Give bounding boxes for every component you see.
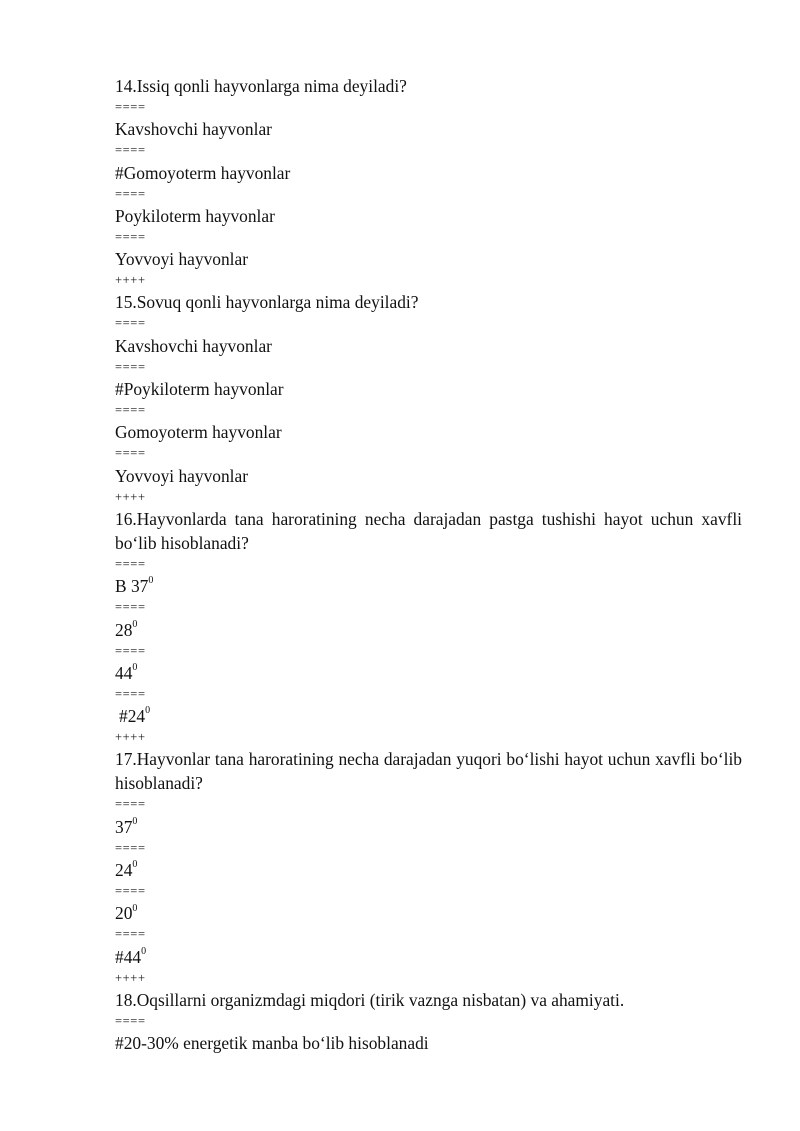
- answer-text: #44: [115, 946, 142, 967]
- answer-text: #24: [119, 706, 146, 727]
- question-16: 16.Hayvonlarda tana haroratining necha darajadan pastga tushishi hayot uchun xavfli bo‘lib hisoblanadi?: [115, 508, 742, 553]
- answer-option: Gomoyoterm hayvonlar: [115, 422, 282, 443]
- option-separator: ====: [115, 100, 146, 114]
- answer-option-correct: #Gomoyoterm hayvonlar: [115, 162, 291, 183]
- answer-option: [115, 815, 742, 839]
- option-separator: ====: [115, 359, 146, 374]
- answer-option: [115, 574, 742, 598]
- answer-text: 37: [115, 816, 133, 837]
- option-separator: ====: [115, 686, 146, 701]
- answer-text: 28: [115, 619, 133, 640]
- answer-option: [115, 661, 742, 685]
- answer-option-correct: [115, 945, 742, 969]
- answer-text: 44: [115, 662, 133, 683]
- degree-superscript: 0: [141, 945, 147, 957]
- option-separator: ====: [115, 446, 146, 461]
- degree-superscript: 0: [148, 575, 154, 587]
- answer-option: [115, 858, 742, 882]
- option-separator: ====: [115, 600, 146, 615]
- option-separator: ====: [115, 927, 146, 942]
- answer-option: Kavshovchi hayvonlar: [115, 335, 272, 356]
- degree-superscript: 0: [132, 662, 138, 674]
- answer-text: B 37: [115, 576, 149, 597]
- answer-option-correct: #20-30% energetik manba bo‘lib hisoblanadi: [115, 1033, 429, 1054]
- degree-superscript: 0: [132, 902, 138, 914]
- option-separator: ====: [115, 1013, 146, 1028]
- option-separator: ====: [115, 186, 146, 201]
- answer-option: Poykiloterm hayvonlar: [115, 205, 275, 226]
- option-separator: ====: [115, 797, 146, 812]
- option-separator: ====: [115, 884, 146, 899]
- option-separator: ====: [115, 643, 146, 658]
- answer-option: Kavshovchi hayvonlar: [115, 119, 272, 140]
- degree-superscript: 0: [145, 705, 151, 717]
- block-end-separator: ++++: [115, 730, 146, 745]
- answer-text: 24: [115, 860, 133, 881]
- answer-option: Yovvoyi hayvonlar: [115, 249, 249, 270]
- question-15: 15.Sovuq qonli hayvonlarga nima deyiladi?: [115, 292, 419, 313]
- option-separator: ====: [115, 840, 146, 855]
- answer-option: [115, 901, 742, 925]
- degree-superscript: 0: [132, 859, 138, 871]
- question-18: 18.Oqsillarni organizmdagi miqdori (tirik vaznga nisbatan) va ahamiyati.: [115, 989, 625, 1010]
- answer-option-correct: [115, 704, 742, 728]
- question-17: 17.Hayvonlar tana haroratining necha darajadan yuqori bo‘lishi hayot uchun xavfli bo‘lib hisoblanadi?: [115, 749, 742, 794]
- degree-superscript: 0: [132, 815, 138, 827]
- block-end-separator: ++++: [115, 273, 146, 288]
- answer-option-correct: #Poykiloterm hayvonlar: [115, 379, 284, 400]
- option-separator: ====: [115, 229, 146, 244]
- answer-text: 20: [115, 903, 133, 924]
- block-end-separator: ++++: [115, 489, 146, 504]
- question-14: 14.Issiq qonli hayvonlarga nima deyiladi?: [115, 76, 407, 96]
- document-page: [115, 74, 742, 1055]
- option-separator: ====: [115, 143, 146, 158]
- answer-option: [115, 618, 742, 642]
- degree-superscript: 0: [132, 618, 138, 630]
- answer-option: Yovvoyi hayvonlar: [115, 465, 249, 486]
- option-separator: ====: [115, 316, 146, 331]
- block-end-separator: ++++: [115, 970, 146, 985]
- option-separator: ====: [115, 556, 146, 571]
- option-separator: ====: [115, 403, 146, 418]
